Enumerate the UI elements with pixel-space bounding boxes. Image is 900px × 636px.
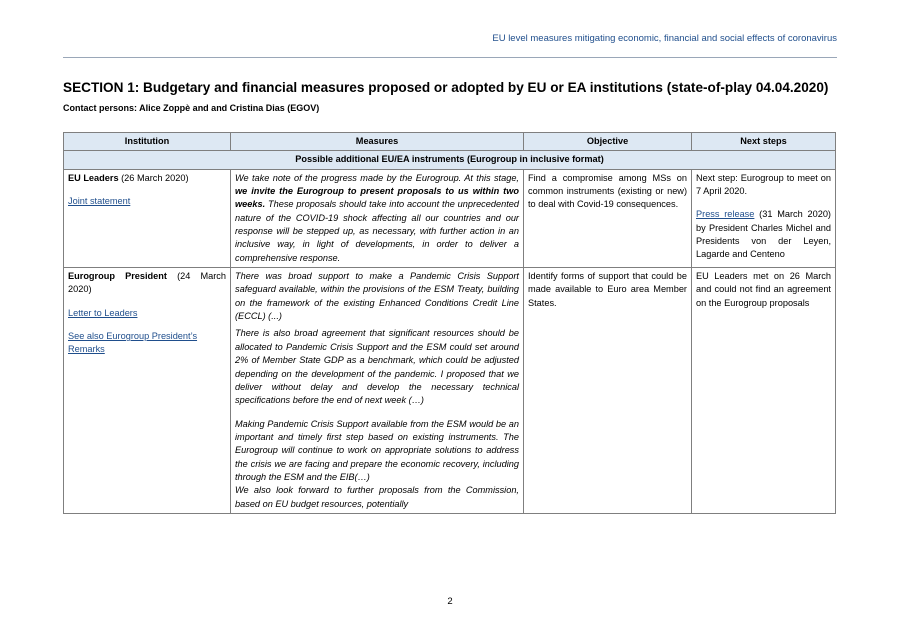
institution-name: EU Leaders — [68, 172, 119, 183]
measure-text: These proposals should take into account the unprecedented nature of the COVID-19 shock affecting all our countries and our response will be stepped up, as necessary, with further action in an inclusive way, in light of developments, in order to deliver a comprehensive response. — [235, 199, 519, 263]
joint-statement-link[interactable]: Joint statement — [68, 196, 131, 207]
measures-table — [63, 132, 836, 514]
table-header-row — [64, 133, 836, 151]
objective-cell: Identify forms of support that could be made available to Euro area Member States. — [524, 268, 692, 514]
institution-cell — [64, 268, 231, 514]
measures-cell — [231, 268, 524, 514]
column-header-objective: Objective — [524, 133, 692, 151]
institution-date: (26 March 2020) — [118, 172, 189, 183]
page-number: 2 — [447, 596, 453, 607]
contact-persons: Contact persons: Alice Zoppè and and Cristina Dias (EGOV) — [63, 103, 320, 113]
measure-emphasis: we invite the Eurogroup to present proposals to us within two weeks. — [235, 186, 519, 210]
running-header: EU level measures mitigating economic, financial and social effects of coronavirus — [492, 33, 837, 44]
table-subheader: Possible additional EU/EA instruments (Eurogroup in inclusive format) — [64, 151, 836, 169]
next-steps-cell — [692, 169, 836, 267]
measure-paragraph: There was broad support to make a Pandemic Crisis Support safeguard available, within the provisions of the ESM Treaty, building on the framework of the existing Enhanced Conditions Credit Line (ECCL) (...) — [235, 271, 519, 322]
table-row — [64, 268, 836, 514]
measure-paragraph: We also look forward to further proposals from the Commission, based on EU budget resources, potentially — [235, 485, 519, 509]
institution-cell — [64, 169, 231, 267]
measure-paragraph: Making Pandemic Crisis Support available from the ESM would be an important and timely first step based on existing instruments. The Eurogroup will continue to work on appropriate solutions to address the crisis we are facing and prepare the economic recovery, including through the ESM and the EIB(…) — [235, 418, 519, 482]
header-divider — [63, 57, 837, 58]
letter-to-leaders-link[interactable]: Letter to Leaders — [68, 307, 138, 318]
press-release-link[interactable]: Press release — [696, 209, 755, 220]
column-header-next-steps: Next steps — [692, 133, 836, 151]
table-subheader-row — [64, 151, 836, 169]
institution-name: Eurogroup President — [68, 271, 167, 282]
next-steps-cell: EU Leaders met on 26 March and could not find an agreement on the Eurogroup proposals — [692, 268, 836, 514]
institution-date: (24 March 2020) — [68, 271, 226, 295]
press-release-description: (31 March 2020) by President Charles Michel and Presidents von der Leyen, Lagarde and Centeno — [696, 209, 831, 260]
next-steps-text: Next step: Eurogroup to meet on 7 April 2020. — [696, 172, 831, 197]
table-row — [64, 169, 836, 267]
section-title: SECTION 1: Budgetary and financial measures proposed or adopted by EU or EA institutions (state-of-play 04.04.2020) — [63, 80, 829, 95]
column-header-measures: Measures — [231, 133, 524, 151]
column-header-institution: Institution — [64, 133, 231, 151]
objective-cell: Find a compromise among MSs on common instruments (existing or new) to deal with Covid-19 consequences. — [524, 169, 692, 267]
measure-text: We take note of the progress made by the Eurogroup. At this stage, — [235, 172, 519, 183]
eurogroup-president-remarks-link[interactable]: See also Eurogroup President’s Remarks — [68, 331, 198, 355]
measure-paragraph: There is also broad agreement that significant resources should be allocated to Pandemic Crisis Support and the ESM could set around 2% of Member State GDP as a benchmark, which could be adjusted depending on the development of the pandemic. I proposed that we deliver without delay and develop the necessary technical specifications before the end of next week (…) — [235, 328, 519, 406]
measures-cell — [231, 169, 524, 267]
